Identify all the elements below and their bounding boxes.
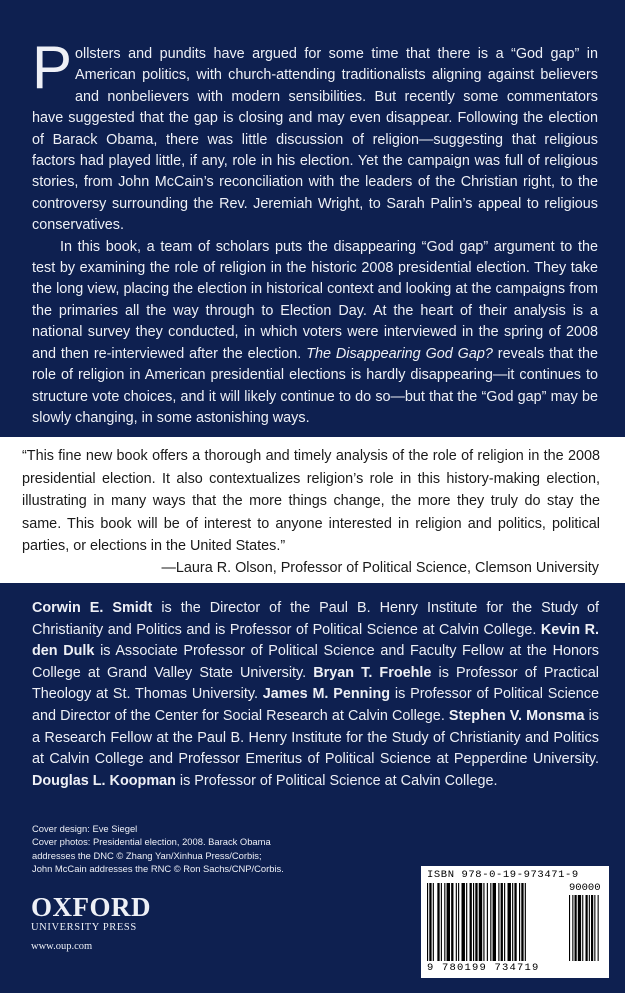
barcode-bar	[458, 883, 459, 961]
endorsement-attribution: —Laura R. Olson, Professor of Political Science, Clemson University	[161, 560, 599, 576]
ean-digits: 9 780199 734719	[427, 962, 540, 974]
barcode-bar	[504, 883, 505, 961]
author-bio: is Professor of Practical Theology at St. Thomas University.	[32, 664, 599, 703]
barcode-bar	[493, 883, 496, 961]
price-code: 90000	[569, 882, 601, 894]
barcode-bar	[466, 883, 467, 961]
barcode-bar	[514, 883, 516, 961]
author-name: Kevin R. den Dulk	[32, 621, 599, 660]
addon-barcode-bar	[569, 895, 570, 961]
barcode-bar	[441, 883, 442, 961]
barcode-bar	[525, 883, 526, 961]
barcode-image	[425, 883, 605, 963]
credit-line: addresses the DNC © Zhang Yan/Xinhua Press/Corbis;	[32, 849, 262, 861]
barcode-bar	[427, 883, 428, 961]
book-description	[32, 34, 598, 429]
barcode-bar	[483, 883, 484, 961]
author-bio: is Associate Professor of Political Science and Faculty Fellow at the Honors College at Grand Valley State University.	[32, 643, 599, 681]
barcode-bar	[433, 883, 434, 961]
author-name: Corwin E. Smidt	[32, 600, 153, 616]
author-name: Douglas L. Koopman	[32, 772, 176, 789]
isbn-barcode-box	[421, 866, 609, 978]
barcode-bar	[487, 883, 488, 961]
barcode-bar	[437, 883, 439, 961]
barcode-bar	[521, 883, 523, 961]
description-paragraph-2-end: reveals that the role of religion in American presidential elections is hardly disappearing—it continues to structure vote choices, and it will likely continue to do so—but that the “God gap” may be slowly changing, in some astonishing ways.	[32, 345, 598, 426]
credit-line: John McCain addresses the RNC © Ron Sachs/CNP/Corbis.	[32, 862, 284, 874]
barcode-bar	[519, 883, 520, 961]
author-bio: is a Research Fellow at the Paul B. Henry Institute for the Study of Christianity and Politics at Calvin College and Professor Emeritus of Political Science at Pepperdine University.	[32, 707, 599, 768]
addon-barcode-bar	[582, 895, 583, 961]
addon-barcode-bar	[572, 895, 573, 961]
barcode-bar	[447, 883, 450, 961]
author-bios	[32, 598, 599, 792]
barcode-bar	[470, 883, 472, 961]
addon-barcode-bar	[598, 895, 599, 961]
publisher-url: www.oup.com	[31, 941, 93, 952]
barcode-bar	[462, 883, 465, 961]
credit-line: Cover design: Eve Siegel	[32, 823, 138, 834]
barcode-bar	[490, 883, 491, 961]
barcode-bar	[512, 883, 513, 961]
addon-barcode-bar	[578, 895, 581, 961]
publisher-logo: OXFORD	[31, 892, 151, 922]
barcode-bar	[456, 883, 457, 961]
author-name: James M. Penning	[262, 686, 391, 703]
barcode-bar	[473, 883, 474, 961]
barcode-bar	[429, 883, 431, 961]
publisher-subtitle: UNIVERSITY PRESS	[31, 922, 137, 933]
addon-barcode-bar	[575, 895, 577, 961]
author-bio: is the Director of the Paul B. Henry Institute for the Study of Christianity and Politics and is Professor of Political Science at Calvin College.	[32, 600, 599, 638]
drop-cap: P	[32, 34, 73, 101]
book-title: The Disappearing God Gap?	[306, 345, 493, 362]
endorsement-panel	[0, 437, 625, 583]
addon-barcode-bar	[589, 895, 590, 961]
barcode-bar	[444, 883, 445, 961]
description-paragraph-1	[32, 34, 598, 237]
barcode-bar	[475, 883, 477, 961]
isbn-label: ISBN 978-0-19-973471-9	[427, 869, 579, 881]
author-bio: is Professor of Political Science at Calvin College.	[175, 772, 498, 789]
description-paragraph-2	[32, 237, 598, 430]
endorsement-quote: “This fine new book offers a thorough and timely analysis of the role of religion in the 2008 presidential election. It also contextualizes religion’s role in this history-making election, illustrating in many ways that the more things change, the more they truly do stay the same. This book will be of interest to anyone interested in religion and politics, political parties, or elections in the United States.”	[22, 448, 600, 555]
addon-barcode-bar	[591, 895, 593, 961]
author-bio: is Professor of Political Science and Director of the Center for Social Research at Calvin College.	[32, 686, 599, 724]
author-name: Stephen V. Monsma	[448, 707, 585, 724]
credit-line: Cover photos: Presidential election, 2008. Barack Obama	[32, 836, 271, 848]
addon-barcode-bar	[594, 895, 595, 961]
description-paragraph-1-text: ollsters and pundits have argued for some time that there is a “God gap” in American politics, with church-attending traditionalists aligning against believers and nonbelievers with modern sensibilities. But recently some commentators have suggested that the gap is closing and may even disappear. Following the election of Barack Obama, there was little discussion of religion—suggesting that religious factors had played little, if any, role in his election. Yet the campaign was full of religious stories, from John McCain’s reconciliation with the leaders of the Christian right, to the controversy surrounding the Rev. Jeremiah Wright, to Sarah Palin’s appeal to religious conservatives.	[32, 46, 598, 234]
addon-barcode-bar	[586, 895, 588, 961]
barcode-bar	[498, 883, 499, 961]
barcode-bar	[501, 883, 503, 961]
barcode-bar	[508, 883, 511, 961]
barcode-bar	[451, 883, 453, 961]
author-name: Bryan T. Froehle	[313, 664, 432, 681]
description-paragraph-2-start: In this book, a team of scholars puts the disappearing “God gap” argument to the test by examining the role of religion in the historic 2008 presidential election. They take the long view, placing the election in historical context and looking at the campaigns from the primaries all the way through to Election Day. At the heart of their analysis is a national survey they conducted, in which voters were interviewed in the spring of 2008 and then re-interviewed after the election.	[32, 238, 598, 362]
barcode-bar	[479, 883, 482, 961]
cover-credits	[32, 822, 402, 875]
